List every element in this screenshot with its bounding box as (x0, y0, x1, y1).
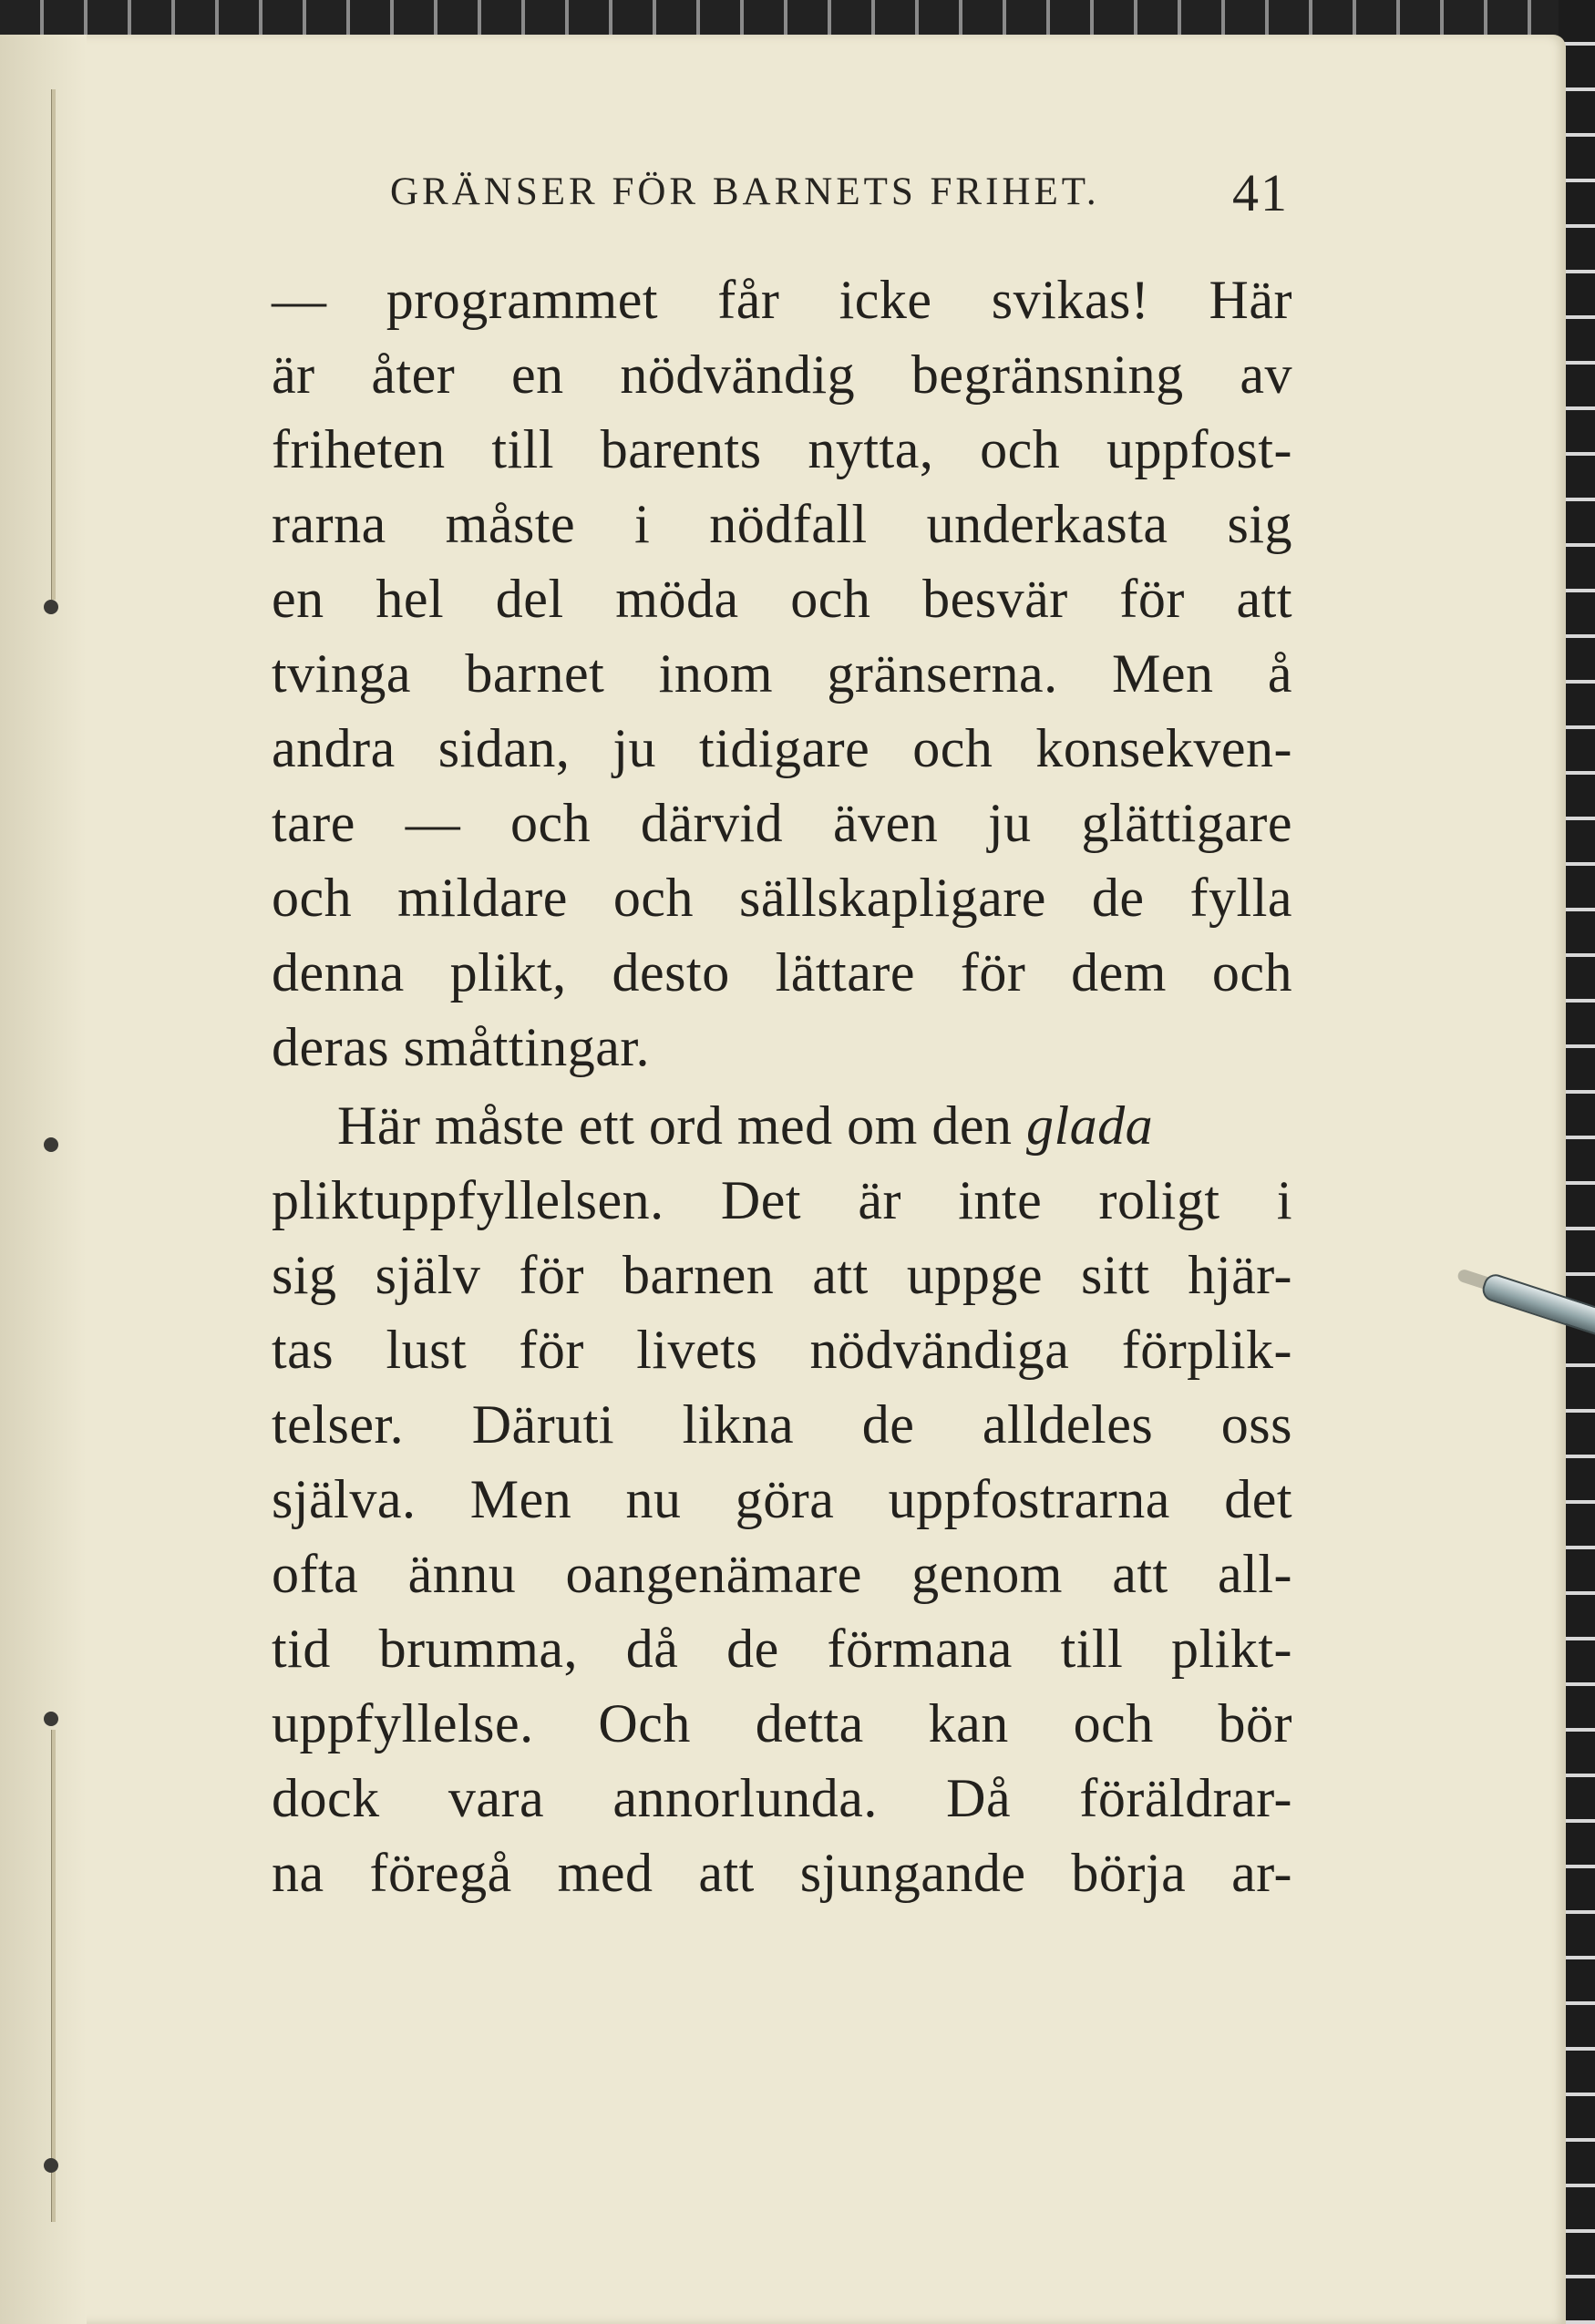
text-line: andra sidan, ju tidigare och konsekven- (272, 718, 1292, 778)
text-fragment: Här måste ett ord med om den (337, 1095, 1026, 1156)
page-number: 41 (1232, 163, 1289, 222)
running-head: GRÄNSER FÖR BARNETS FRIHET. (390, 170, 1100, 213)
italic-word: glada (1025, 1095, 1154, 1156)
text-line: tare — och därvid även ju glättigare (272, 793, 1292, 853)
binding-gutter (0, 35, 87, 2324)
paragraph-1 (272, 262, 1292, 1085)
text-line: tas lust för livets nödvändiga förplik- (272, 1320, 1292, 1380)
text-line: ofta ännu oangenämare genom att all- (272, 1544, 1292, 1604)
text-line-first (272, 1088, 1292, 1163)
text-line: uppfyllelse. Och detta kan och bör (272, 1693, 1292, 1753)
text-line: är åter en nödvändig begränsning av (272, 344, 1292, 405)
text-line: — programmet får icke svikas! Här (272, 270, 1292, 330)
text-line: själva. Men nu göra uppfostrarna det (272, 1469, 1292, 1529)
body-text (272, 262, 1292, 1910)
binding-stitch (44, 1137, 58, 1152)
text-line: deras småttingar. (272, 1017, 651, 1077)
text-line: tvinga barnet inom gränserna. Men å (272, 643, 1292, 704)
text-line: denna plikt, desto lättare för dem och (272, 942, 1292, 1003)
text-line: friheten till barents nytta, och uppfost- (272, 419, 1292, 479)
text-line: telser. Däruti likna de alldeles oss (272, 1394, 1292, 1455)
text-line: och mildare och sällskapligare de fylla (272, 868, 1292, 928)
paragraph-2 (272, 1088, 1292, 1910)
text-line: na föregå med att sjungande börja ar- (272, 1843, 1292, 1903)
binding-thread (51, 1730, 56, 2222)
text-line: pliktuppfyllelsen. Det är inte roligt i (272, 1170, 1292, 1230)
text-line: tid brumma, då de förmana till plikt- (272, 1619, 1292, 1679)
text-line: rarna måste i nödfall underkasta sig (272, 494, 1292, 554)
text-line: dock vara annorlunda. Då föräldrar- (272, 1768, 1292, 1828)
binding-stitch (44, 600, 58, 614)
text-line: en hel del möda och besvär för att (272, 569, 1292, 629)
binding-stitch (44, 1712, 58, 1726)
binding-stitch (44, 2158, 58, 2173)
text-line: sig själv för barnen att uppge sitt hjär- (272, 1245, 1292, 1305)
binding-thread (51, 89, 56, 600)
